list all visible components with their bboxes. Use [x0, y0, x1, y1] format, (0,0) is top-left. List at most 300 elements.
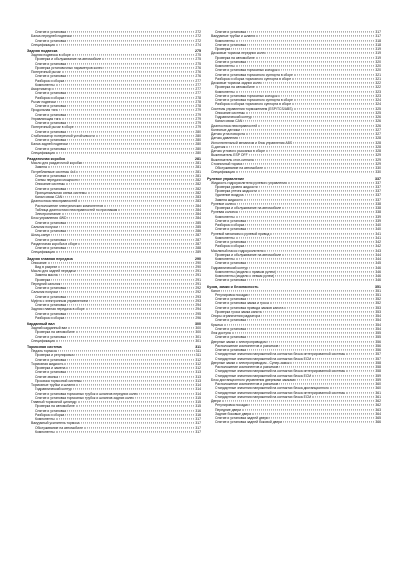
- toc-dot-leader: [247, 241, 374, 242]
- toc-entry-title: Дверные замки с электроприводом - Супер-замок: [211, 360, 290, 365]
- toc-entry-title: Снятие и установка: [35, 61, 67, 66]
- toc-page-number: 283: [195, 199, 201, 204]
- toc-page-number: 281: [195, 157, 201, 161]
- toc-entry-title: Снятие и установка: [215, 261, 247, 266]
- toc-entry-title: Рулевое управление: [207, 176, 245, 181]
- toc-entry-title: Описание системы: [35, 182, 65, 187]
- toc-dot-leader: [255, 159, 375, 160]
- toc-page-number: 362: [375, 399, 381, 403]
- toc-page-number: 359: [375, 377, 381, 382]
- toc-page-number: 330: [375, 170, 381, 175]
- toc-page-number: 301: [195, 334, 201, 339]
- toc-entry-title: Канал связи CAN: [215, 119, 243, 124]
- toc-dot-leader: [59, 110, 195, 111]
- toc-page-number: 360: [375, 386, 381, 391]
- toc-page-number: 275: [195, 57, 201, 62]
- toc-entry-title: Стабилизатор поперечной устойчивости: [31, 133, 95, 138]
- toc-page-number: 293: [195, 294, 201, 299]
- toc-page-number: 329: [375, 153, 381, 158]
- toc-entry-title: Проверка: [35, 277, 51, 282]
- toc-entry-title: Сальник полуоси: [31, 290, 59, 295]
- toc-entry-title: Задний карданный вал: [31, 326, 68, 330]
- toc-page-number: 315: [195, 404, 201, 409]
- toc-page-number: 277: [195, 78, 201, 83]
- toc-entry-title: Гидравлический контур: [35, 387, 72, 392]
- toc-page-number: 294: [195, 307, 201, 312]
- toc-dot-leader: [77, 270, 194, 271]
- toc-page-number: 292: [195, 290, 201, 295]
- toc-page-number: 295: [195, 311, 201, 316]
- toc-page-number: 284: [195, 212, 201, 216]
- toc-dot-leader: [267, 53, 374, 54]
- toc-page-number: 279: [195, 121, 201, 125]
- toc-entry-title: Снятие и установка: [215, 278, 247, 283]
- toc-entry-title: Разборка и сборка тормозного суппорта в сборе: [215, 76, 292, 81]
- toc-entry-title: Снятие и установка: [35, 186, 67, 191]
- toc-page-number: 287: [195, 233, 201, 238]
- toc-entry-title: Балка передней подвески: [31, 34, 72, 39]
- toc-dot-leader: [292, 78, 374, 79]
- toc-entry-title: Сальник полуоси: [31, 224, 59, 229]
- toc-page-number: 366: [375, 420, 381, 425]
- toc-page-number: 351: [375, 292, 381, 297]
- toc-page-number: 357: [375, 356, 381, 361]
- toc-entry-title: Датчик угла поворота: [211, 132, 245, 136]
- toc-dot-leader: [83, 380, 195, 381]
- toc-entry-title: Амортизатор: [31, 87, 52, 91]
- toc-page-number: 325: [375, 110, 381, 115]
- toc-page-number: 290: [195, 260, 201, 265]
- toc-dot-leader: [279, 383, 374, 384]
- toc-entry-title: Проверка на автомобиле: [35, 330, 75, 335]
- toc-entry-title: Проверка: [215, 47, 231, 51]
- toc-dot-leader: [67, 31, 194, 32]
- toc-page-number: 341: [375, 231, 381, 236]
- toc-dot-leader: [63, 196, 194, 197]
- toc-entry-title: Карданный вал: [27, 322, 55, 326]
- toc-dot-leader: [58, 266, 194, 267]
- toc-page-number: 282: [195, 190, 201, 195]
- toc-entry-title: Проверка троса замка капота: [215, 309, 262, 314]
- toc-entry-title: Стандартные значения напряжений на контактах блока интегрированной системы: [215, 369, 346, 374]
- toc-page-number: 351: [375, 288, 381, 293]
- toc-entry-title: Снятие и установка: [35, 357, 67, 362]
- toc-dot-leader: [59, 226, 194, 227]
- toc-entry-title: Замена: [35, 165, 47, 170]
- toc-dot-leader: [247, 44, 374, 45]
- toc-dot-leader: [278, 70, 374, 71]
- toc-entry-title: Проверка и замена: [35, 366, 66, 370]
- toc-page-number: 275: [195, 49, 201, 53]
- toc-page-number: 272: [195, 38, 201, 43]
- toc-dot-leader: [68, 327, 194, 328]
- toc-entry-title: Снятие и установка тормозного суппорта в сборе: [215, 72, 293, 77]
- toc-dot-leader: [239, 138, 375, 139]
- toc-entry-title: Датчик углового рысканья в сборе: [211, 149, 266, 153]
- toc-page-number: 282: [195, 178, 201, 182]
- toc-entry-title: Снятие и установка: [35, 246, 67, 250]
- toc-entry-title: Компоненты: [35, 82, 55, 87]
- toc-page-number: 313: [195, 378, 201, 383]
- toc-dot-leader: [78, 401, 195, 402]
- toc-entry-title: G-датчик: [211, 144, 226, 149]
- toc-page-number: 289: [195, 250, 201, 255]
- toc-page-number: 326: [375, 123, 381, 128]
- toc-page-number: 278: [195, 95, 201, 100]
- toc-dot-leader: [62, 213, 195, 214]
- toc-entry-title: Расположение компонентов и разъемов: [215, 365, 279, 369]
- toc-dot-leader: [243, 163, 374, 164]
- toc-entry-title: Снятие и установка: [35, 74, 67, 79]
- toc-dot-leader: [346, 354, 374, 355]
- toc-page-number: 312: [195, 366, 201, 370]
- toc-dot-leader: [249, 294, 374, 295]
- toc-dot-leader: [67, 287, 194, 288]
- toc-entry-title: Стандартные значения напряжений на контактах блока ECM: [215, 356, 312, 361]
- toc-entry-title: Расположение компонентов и разъемов: [215, 343, 279, 348]
- toc-dot-leader: [88, 192, 195, 193]
- toc-entry-title: Блок дистанционного управления дверными замками: [211, 377, 296, 382]
- toc-entry-title: Снятие и установка: [35, 91, 67, 96]
- toc-entry-title: Раздаточная коробка: [27, 157, 65, 161]
- toc-page-number: 346: [375, 278, 381, 283]
- toc-page-number: 280: [195, 142, 201, 147]
- toc-page-number: 315: [195, 395, 201, 400]
- toc-page-number: 354: [375, 322, 381, 327]
- toc-entry-title: Удаление воздуха: [215, 193, 244, 198]
- toc-entry-title: Регулировка посадки: [215, 403, 249, 408]
- toc-dot-leader: [247, 220, 374, 221]
- toc-dot-leader: [330, 388, 375, 389]
- toc-dot-leader: [249, 405, 374, 406]
- toc-page-number: 356: [375, 348, 381, 352]
- toc-dot-leader: [236, 237, 375, 238]
- toc-entry-title: Обслуживание на автомобиле: [35, 425, 83, 430]
- toc-dot-leader: [236, 65, 375, 66]
- toc-page-number: 280: [195, 129, 201, 134]
- toc-page-number: 319: [375, 51, 381, 56]
- toc-page-number: 272: [195, 34, 201, 39]
- toc-dot-leader: [269, 417, 374, 418]
- toc-entry-title: Спецификация: [211, 170, 235, 175]
- toc-page-number: 364: [375, 411, 381, 416]
- toc-dot-leader: [67, 175, 194, 176]
- toc-entry-title: Схемы передачи мощности: [35, 178, 79, 182]
- toc-page-number: 318: [375, 38, 381, 43]
- toc-dot-leader: [294, 74, 374, 75]
- toc-entry-title: Компоненты: [215, 235, 235, 240]
- toc-dot-leader: [76, 171, 194, 172]
- toc-dot-leader: [239, 212, 375, 213]
- toc-page-number: 317: [195, 417, 201, 421]
- toc-page-number: 338: [375, 206, 381, 210]
- toc-page-number: 300: [195, 322, 201, 326]
- toc-dot-leader: [58, 350, 195, 351]
- toc-entry-title: Проверка на автомобиле: [215, 85, 255, 90]
- toc-entry-title: Задняя главная передача: [27, 256, 73, 261]
- toc-dot-leader: [241, 129, 374, 130]
- toc-page-number: 346: [375, 274, 381, 278]
- toc-page-number: 327: [375, 127, 381, 132]
- toc-entry-title: Масляный насос гидроусилителя: [211, 248, 264, 253]
- toc-page-number: 329: [375, 157, 381, 162]
- toc-page-number: 324: [375, 102, 381, 107]
- toc-page-number: 322: [375, 81, 381, 85]
- toc-dot-leader: [62, 118, 195, 119]
- toc-entry-title: Опоры ограничения радиатора: [211, 314, 261, 318]
- toc-dot-leader: [247, 229, 374, 230]
- toc-dot-leader: [294, 108, 375, 109]
- toc-dot-leader: [247, 31, 374, 32]
- toc-entry-title: Раздаточная коробка в сборе: [31, 241, 78, 246]
- toc-dot-leader: [74, 355, 194, 356]
- toc-entry-title: Компоненты: [215, 64, 235, 68]
- toc-dot-leader: [66, 184, 194, 185]
- toc-dot-leader: [279, 345, 374, 346]
- toc-dot-leader: [135, 397, 194, 398]
- toc-dot-leader: [247, 337, 374, 338]
- toc-entry-title: Снятие и установка: [35, 30, 67, 34]
- toc-page-number: 344: [375, 252, 381, 257]
- toc-page-number: 328: [375, 136, 381, 141]
- toc-entry-title: Компоненты: [215, 38, 235, 43]
- toc-dot-leader: [81, 423, 195, 424]
- toc-page-number: 311: [195, 345, 201, 349]
- toc-dot-leader: [283, 422, 374, 423]
- toc-page-number: 321: [375, 72, 381, 77]
- toc-page-number: 280: [195, 133, 201, 138]
- toc-page-number: 324: [375, 98, 381, 102]
- toc-entry-title: Потребляемые системы 4x4: [31, 169, 76, 174]
- toc-page-number: 315: [195, 400, 201, 404]
- toc-entry-title: Компоненты: [215, 89, 235, 94]
- toc-page-number: 313: [195, 370, 201, 375]
- toc-page-number: 362: [375, 403, 381, 408]
- toc-entry-title: Стандартные значения напряжений на контактах блока дистанционного: [215, 386, 329, 391]
- toc-entry-title: Блок управления 4WD: [31, 216, 67, 221]
- toc-entry-title: Датчик давления: [211, 136, 238, 141]
- toc-page-number: 278: [195, 104, 201, 108]
- toc-page-number: 354: [375, 318, 381, 323]
- toc-dot-leader: [73, 389, 194, 390]
- toc-dot-leader: [270, 233, 374, 234]
- toc-page-number: 290: [195, 264, 201, 269]
- toc-dot-leader: [346, 371, 374, 372]
- toc-entry-title: Выключатель стоп-сигнала: [211, 157, 254, 162]
- toc-entry-title: Снятие и установка: [35, 112, 67, 117]
- toc-dot-leader: [292, 104, 374, 105]
- toc-entry-title: Разборка и сборка: [215, 223, 245, 227]
- toc-page-number: 355: [375, 335, 381, 340]
- toc-page-number: 342: [375, 240, 381, 244]
- toc-page-number: 319: [375, 47, 381, 51]
- toc-entry-title: Снятие и установка задней двери: [215, 416, 269, 420]
- toc-page-number: 290: [195, 256, 201, 261]
- toc-dot-leader: [293, 142, 374, 143]
- toc-dot-leader: [245, 195, 375, 196]
- toc-entry-title: Проверка установочных параметров колес: [35, 65, 103, 70]
- toc-page-number: 325: [375, 106, 381, 111]
- toc-entry-title: Вакуумные трубки и шланги: [211, 34, 256, 39]
- toc-dot-leader: [224, 324, 374, 325]
- toc-dot-leader: [67, 218, 194, 219]
- toc-page-number: 317: [195, 429, 201, 434]
- toc-dot-leader: [284, 307, 374, 308]
- toc-dot-leader: [67, 139, 194, 140]
- toc-dot-leader: [232, 332, 375, 333]
- toc-entry-title: Разборка и сборка: [35, 78, 65, 83]
- toc-page-number: 300: [195, 326, 201, 330]
- toc-page-number: 314: [195, 383, 201, 387]
- toc-entry-title: Тормозная жидкость: [31, 361, 64, 366]
- toc-entry-title: Снятие и установка: [35, 129, 67, 134]
- toc-dot-leader: [290, 362, 374, 363]
- toc-entry-title: Прокачка тормозной системы: [35, 378, 82, 383]
- toc-page-number: 354: [375, 326, 381, 331]
- toc-dot-leader: [104, 205, 194, 206]
- toc-dot-leader: [67, 359, 194, 360]
- toc-page-number: 361: [375, 394, 381, 399]
- toc-entry-title: Снятие и установка: [215, 240, 247, 244]
- toc-page-number: 343: [375, 248, 381, 253]
- toc-page-number: 355: [375, 331, 381, 335]
- toc-page-number: 337: [375, 184, 381, 189]
- toc-page-number: 279: [195, 108, 201, 113]
- toc-page-number: 323: [375, 93, 381, 98]
- toc-dot-leader: [65, 80, 194, 81]
- toc-entry-title: Регулировка посадки: [215, 292, 249, 297]
- toc-dot-leader: [56, 44, 195, 45]
- toc-dot-leader: [67, 372, 194, 373]
- toc-entry-title: Снятие и установка тормозных трубок и шлангов задних колес: [35, 395, 135, 400]
- toc-entry-title: Задняя подвеска в сборе: [31, 53, 71, 57]
- toc-dot-leader: [245, 224, 374, 225]
- toc-dot-leader: [59, 292, 194, 293]
- toc-entry-title: Рулевое колесо: [211, 201, 237, 206]
- toc-entry-title: Тормозная система: [27, 345, 62, 349]
- toc-entry-title: Разборка и сборка: [35, 412, 65, 417]
- toc-entry-title: Проверка и обслуживание на автомобиле: [215, 252, 282, 257]
- toc-page-number: 317: [375, 34, 381, 39]
- toc-dot-leader: [247, 263, 374, 264]
- toc-dot-leader: [56, 84, 195, 85]
- toc-entry-title: Снятие и установка: [35, 408, 67, 413]
- toc-dot-leader: [67, 188, 194, 189]
- toc-entry-title: Рычаг подвески: [31, 99, 56, 104]
- toc-page-number: 353: [375, 309, 381, 314]
- toc-dot-leader: [59, 376, 194, 377]
- toc-page-number: 274: [195, 42, 201, 47]
- toc-entry-title: Спецификация: [31, 338, 55, 343]
- toc-page-number: 314: [195, 391, 201, 396]
- toc-entry-title: Главный тормозной цилиндр: [31, 400, 77, 404]
- toc-page-number: 346: [375, 265, 381, 270]
- toc-entry-title: Спецификация: [31, 42, 55, 47]
- toc-dot-leader: [245, 246, 374, 247]
- toc-entry-title: Рулевой механизм и рулевой привод: [211, 231, 270, 236]
- toc-entry-title: Снятие и установка: [215, 326, 247, 331]
- toc-dot-leader: [56, 152, 195, 153]
- toc-page-number: 317: [375, 30, 381, 34]
- toc-entry-title: Гидравлический контур: [211, 265, 248, 270]
- toc-entry-title: Балка задней подвески: [31, 142, 68, 147]
- toc-dot-leader: [67, 247, 194, 248]
- toc-dot-leader: [231, 48, 374, 49]
- toc-entry-title: Снятие и установка: [215, 30, 247, 34]
- toc-entry-title: Проверка утечек жидкости: [215, 189, 257, 193]
- toc-page-number: 312: [195, 361, 201, 366]
- toc-dot-leader: [48, 167, 194, 168]
- toc-dot-leader: [249, 267, 374, 268]
- toc-entry-title: Стояночный тормоз: [211, 161, 243, 166]
- toc-dot-leader: [78, 201, 194, 202]
- toc-dot-leader: [67, 114, 194, 115]
- toc-dot-leader: [237, 203, 374, 204]
- toc-page-number: 284: [195, 203, 201, 208]
- toc-entry-title: Снятие и установка: [35, 311, 67, 316]
- toc-dot-leader: [247, 280, 374, 281]
- toc-entry-title: Спецификация: [31, 150, 55, 155]
- toc-page-number: 326: [375, 119, 381, 124]
- toc-dot-leader: [249, 155, 375, 156]
- toc-dot-leader: [246, 133, 374, 134]
- toc-entry-title: Компоненты (модели с правым рулем): [215, 269, 276, 274]
- toc-dot-leader: [67, 105, 194, 106]
- toc-dot-leader: [67, 313, 194, 314]
- toc-page-number: 280: [195, 150, 201, 155]
- toc-page-number: 311: [195, 353, 201, 358]
- toc-page-number: 292: [195, 286, 201, 290]
- toc-dot-leader: [242, 409, 374, 410]
- toc-entry-title: Проверка на автомобиле: [215, 55, 255, 60]
- toc-dot-leader: [56, 418, 195, 419]
- toc-dot-leader: [56, 252, 195, 253]
- toc-entry-title: Снятие и установка: [35, 294, 67, 299]
- toc-dot-leader: [67, 296, 194, 297]
- toc-dot-leader: [221, 290, 374, 291]
- toc-dot-leader: [65, 97, 194, 98]
- toc-entry-title: Снятие и установка: [35, 104, 67, 108]
- toc-page-number: 281: [195, 173, 201, 178]
- toc-dot-leader: [253, 116, 374, 117]
- toc-page-number: 283: [195, 195, 201, 199]
- toc-page-number: 277: [195, 82, 201, 87]
- toc-page-number: 337: [375, 193, 381, 198]
- toc-entry-title: Спецификация: [31, 250, 55, 255]
- toc-page-number: 279: [195, 116, 201, 121]
- toc-page-number: 284: [195, 207, 201, 212]
- toc-dot-leader: [76, 332, 195, 333]
- toc-entry-title: Проверка и регулировка: [35, 353, 74, 358]
- toc-dot-leader: [89, 300, 194, 301]
- toc-dot-leader: [66, 367, 194, 368]
- toc-entry-title: Снятие и установка: [35, 334, 67, 339]
- toc-entry-title: Стандартные значения напряжений на контактах блока ECM: [215, 394, 312, 399]
- toc-page-number: 300: [195, 330, 201, 335]
- toc-dot-leader: [67, 336, 194, 337]
- toc-page-number: 358: [375, 365, 381, 369]
- toc-page-number: 352: [375, 301, 381, 306]
- toc-page-number: 361: [375, 390, 381, 395]
- toc-entry-title: Снятие и установка: [215, 348, 247, 352]
- toc-entry: [27, 430, 201, 434]
- toc-page-number: 272: [195, 30, 201, 34]
- toc-dot-leader: [51, 235, 194, 236]
- toc-dot-leader: [226, 146, 374, 147]
- toc-entry-title: Электропитание: [35, 212, 61, 216]
- toc-dot-leader: [64, 363, 194, 364]
- toc-entry-title: Описание: [31, 260, 47, 265]
